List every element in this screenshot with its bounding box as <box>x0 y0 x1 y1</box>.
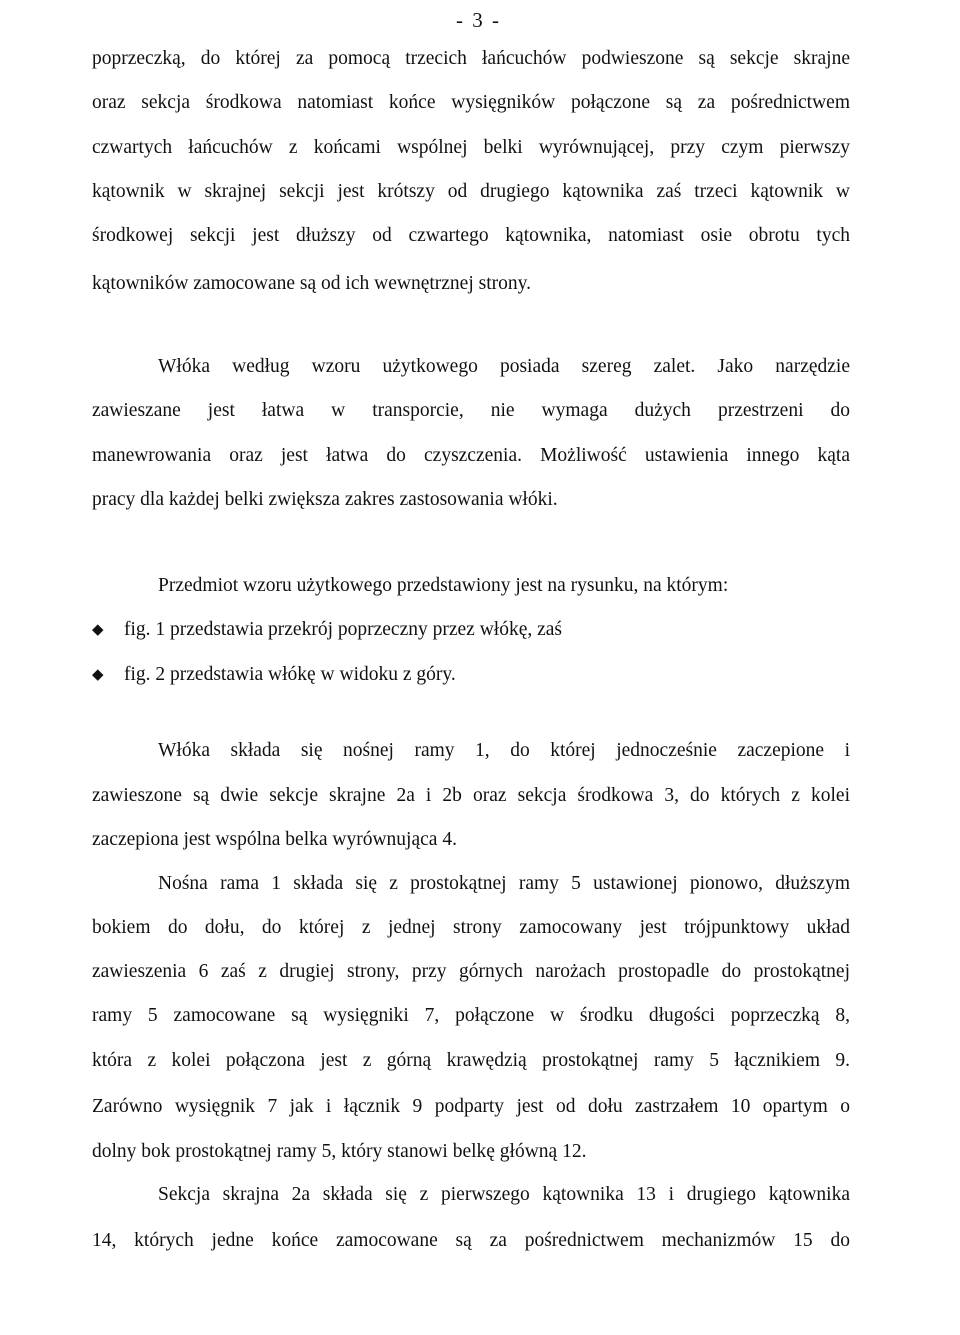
text-line: Sekcja skrajna 2a składa się z pierwszego kątownika 13 i drugiego kątownika <box>158 1184 850 1205</box>
text-line: Włóka składa się nośnej ramy 1, do której jednocześnie zaczepione i <box>158 740 850 761</box>
text-line: która z kolei połączona jest z górną krawędzią prostokątnej ramy 5 łącznikiem 9. <box>92 1050 850 1071</box>
list-item <box>92 617 850 643</box>
text-line: zawieszane jest łatwa w transporcie, nie wymaga dużych przestrzeni do <box>92 400 850 421</box>
text-line: zawieszone są dwie sekcje skrajne 2a i 2b oraz sekcja środkowa 3, do których z kolei <box>92 785 850 806</box>
diamond-bullet-icon: ◆ <box>92 667 104 683</box>
figures-intro: Przedmiot wzoru użytkowego przedstawiony jest na rysunku, na którym: <box>158 575 729 596</box>
text-line: dolny bok prostokątnej ramy 5, który stanowi belkę główną 12. <box>92 1141 587 1162</box>
text-line: Zarówno wysięgnik 7 jak i łącznik 9 podparty jest od dołu zastrzałem 10 opartym o <box>92 1096 850 1117</box>
list-item-text: fig. 2 przedstawia włókę w widoku z góry. <box>124 664 456 685</box>
text-line: poprzeczką, do której za pomocą trzecich łańcuchów podwieszone są sekcje skrajne <box>92 48 850 69</box>
text-line: bokiem do dołu, do której z jednej strony zamocowany jest trójpunktowy układ <box>92 917 850 938</box>
text-line: środkowej sekcji jest dłuższy od czwartego kątownika, natomiast osie obrotu tych <box>92 225 850 246</box>
diamond-bullet-icon: ◆ <box>92 622 104 638</box>
text-line: zawieszenia 6 zaś z drugiej strony, przy górnych narożach prostopadle do prostokątnej <box>92 961 850 982</box>
text-line: czwartych łańcuchów z końcami wspólnej belki wyrównującej, przy czym pierwszy <box>92 137 850 158</box>
text-line: pracy dla każdej belki zwiększa zakres zastosowania włóki. <box>92 489 558 510</box>
text-line: 14, których jedne końce zamocowane są za pośrednictwem mechanizmów 15 do <box>92 1230 850 1251</box>
text-line: zaczepiona jest wspólna belka wyrównująca 4. <box>92 829 457 850</box>
list-item-text: fig. 1 przedstawia przekrój poprzeczny przez włókę, zaś <box>124 619 562 640</box>
page-number: - 3 - <box>456 8 501 32</box>
list-item <box>92 662 850 688</box>
text-line: Nośna rama 1 składa się z prostokątnej ramy 5 ustawionej pionowo, dłuższym <box>158 873 850 894</box>
text-line: kątownik w skrajnej sekcji jest krótszy od drugiego kątownika zaś trzeci kątownik w <box>92 181 850 202</box>
text-line: Włóka według wzoru użytkowego posiada szereg zalet. Jako narzędzie <box>158 356 850 377</box>
text-line: ramy 5 zamocowane są wysięgniki 7, połączone w środku długości poprzeczką 8, <box>92 1005 850 1026</box>
text-line: manewrowania oraz jest łatwa do czyszczenia. Możliwość ustawienia innego kąta <box>92 445 850 466</box>
text-line: oraz sekcja środkowa natomiast końce wysięgników połączone są za pośrednictwem <box>92 92 850 113</box>
text-line: kątowników zamocowane są od ich wewnętrznej strony. <box>92 273 531 294</box>
